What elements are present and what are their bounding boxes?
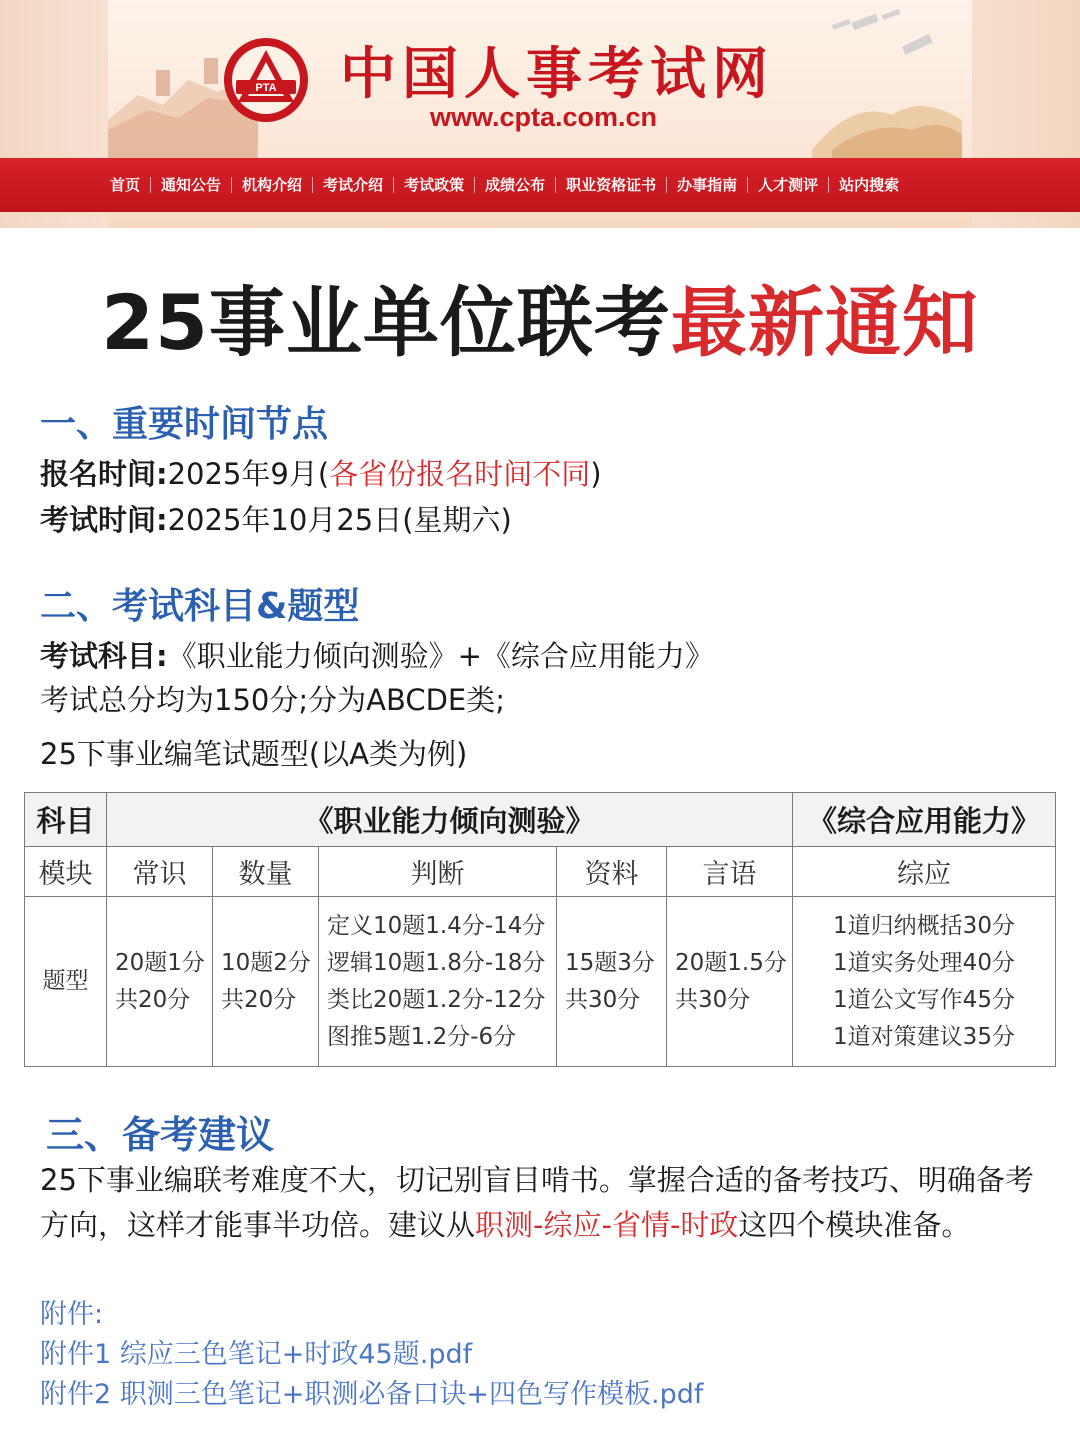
module-zongying: 综应 <box>793 847 1056 897</box>
page-title <box>0 262 1080 371</box>
cell-line: 10题2分 <box>221 949 311 976</box>
nav-bar <box>0 158 1080 212</box>
cell-line: 定义10题1.4分-14分 <box>327 912 546 939</box>
cell-line: 共30分 <box>675 986 751 1013</box>
attachment-link-2[interactable]: 附件2 职测三色笔记+职测必备口诀+四色写作模板.pdf <box>40 1379 704 1410</box>
cell-yanyu <box>667 897 793 1067</box>
cell-line: 图推5题1.2分-6分 <box>327 1023 517 1050</box>
score-line: 考试总分均为150分;分为ABCDE类; <box>40 683 506 717</box>
header-zhice: 《职业能力倾向测验》 <box>107 793 793 847</box>
exam-label: 考试时间: <box>40 503 168 537</box>
cell-panduan <box>319 897 557 1067</box>
cell-zongying <box>793 897 1056 1067</box>
module-panduan: 判断 <box>319 847 557 897</box>
nav-item-guide[interactable]: 办事指南 <box>667 177 748 193</box>
advice-text-a: 25下事业编联考难度不大，切记别盲目啃书。掌握合适的备考技巧、明确备考方向，这样才能事半功倍。建议从 <box>40 1163 1034 1242</box>
registration-time <box>40 452 602 493</box>
cell-line: 共30分 <box>565 986 641 1013</box>
site-name: 中国人事考试网 <box>340 42 774 107</box>
row-label: 题型 <box>25 897 107 1067</box>
nav-item-certificates[interactable]: 职业资格证书 <box>556 177 667 193</box>
section2-heading: 二、考试科目&题型 <box>40 586 360 627</box>
cell-ziliao <box>557 897 667 1067</box>
cell-line: 20题1.5分 <box>675 949 787 976</box>
cell-line: 共20分 <box>115 986 191 1013</box>
module-changshi: 常识 <box>107 847 213 897</box>
module-shuliang: 数量 <box>213 847 319 897</box>
section3-heading: 三、备考建议 <box>46 1113 275 1157</box>
advice-paragraph <box>40 1158 1050 1248</box>
logo-text: PTA <box>255 82 277 94</box>
title-black: 25事业单位联考 <box>101 278 671 367</box>
reg-value: 2025年9月( <box>167 457 330 491</box>
header-zongying: 《综合应用能力》 <box>793 793 1056 847</box>
cell-line: 1道公文写作45分 <box>833 986 1015 1013</box>
reg-note: 各省份报名时间不同 <box>329 457 591 491</box>
cell-line: 1道对策建议35分 <box>833 1023 1015 1050</box>
nav-item-home[interactable]: 首页 <box>100 177 151 193</box>
subjects-line <box>40 634 714 675</box>
cell-line: 20题1分 <box>115 949 205 976</box>
type-line: 25下事业编笔试题型(以A类为例) <box>40 737 468 771</box>
attachments-label: 附件: <box>40 1299 104 1330</box>
cell-line: 类比20题1.2分-12分 <box>327 986 546 1013</box>
site-url[interactable]: www.cpta.com.cn <box>430 102 658 132</box>
nav-item-about[interactable]: 机构介绍 <box>232 177 313 193</box>
table-row <box>25 793 1056 847</box>
cell-line: 15题3分 <box>565 949 655 976</box>
subject-value: 《职业能力倾向测验》+《综合应用能力》 <box>167 639 714 673</box>
nav-strip <box>100 158 980 212</box>
cell-line: 逻辑10题1.8分-18分 <box>327 949 546 976</box>
site-banner <box>0 0 1080 228</box>
cell-line: 1道归纳概括30分 <box>833 912 1015 939</box>
table-row <box>25 847 1056 897</box>
nav-item-notices[interactable]: 通知公告 <box>151 177 232 193</box>
module-ziliao: 资料 <box>557 847 667 897</box>
reg-close: ) <box>590 457 602 491</box>
exam-structure-table <box>24 792 1056 1067</box>
satellite-skyline-icon <box>792 0 962 160</box>
cell-changshi <box>107 897 213 1067</box>
header-subject: 科目 <box>25 793 107 847</box>
title-red: 最新通知 <box>670 278 979 367</box>
nav-item-exams[interactable]: 考试介绍 <box>313 177 394 193</box>
pta-logo-icon <box>222 36 310 124</box>
header-module: 模块 <box>25 847 107 897</box>
advice-highlight: 职测-综应-省情-时政 <box>475 1208 739 1242</box>
subject-label: 考试科目: <box>40 639 168 673</box>
section1-heading: 一、重要时间节点 <box>40 404 329 445</box>
attachment-link-1[interactable]: 附件1 综应三色笔记+时政45题.pdf <box>40 1339 473 1370</box>
cell-line: 1道实务处理40分 <box>833 949 1015 976</box>
nav-item-search[interactable]: 站内搜索 <box>839 176 900 194</box>
reg-label: 报名时间: <box>40 457 168 491</box>
cell-line: 共20分 <box>221 986 297 1013</box>
nav-item-policy[interactable]: 考试政策 <box>394 177 475 193</box>
exam-value: 2025年10月25日(星期六) <box>167 503 512 537</box>
advice-text-b: 这四个模块准备。 <box>738 1208 971 1242</box>
nav-item-scores[interactable]: 成绩公布 <box>475 177 556 193</box>
module-yanyu: 言语 <box>667 847 793 897</box>
nav-item-assessment[interactable]: 人才测评 <box>748 177 829 193</box>
cell-shuliang <box>213 897 319 1067</box>
exam-time <box>40 498 512 539</box>
table-row <box>25 897 1056 1067</box>
